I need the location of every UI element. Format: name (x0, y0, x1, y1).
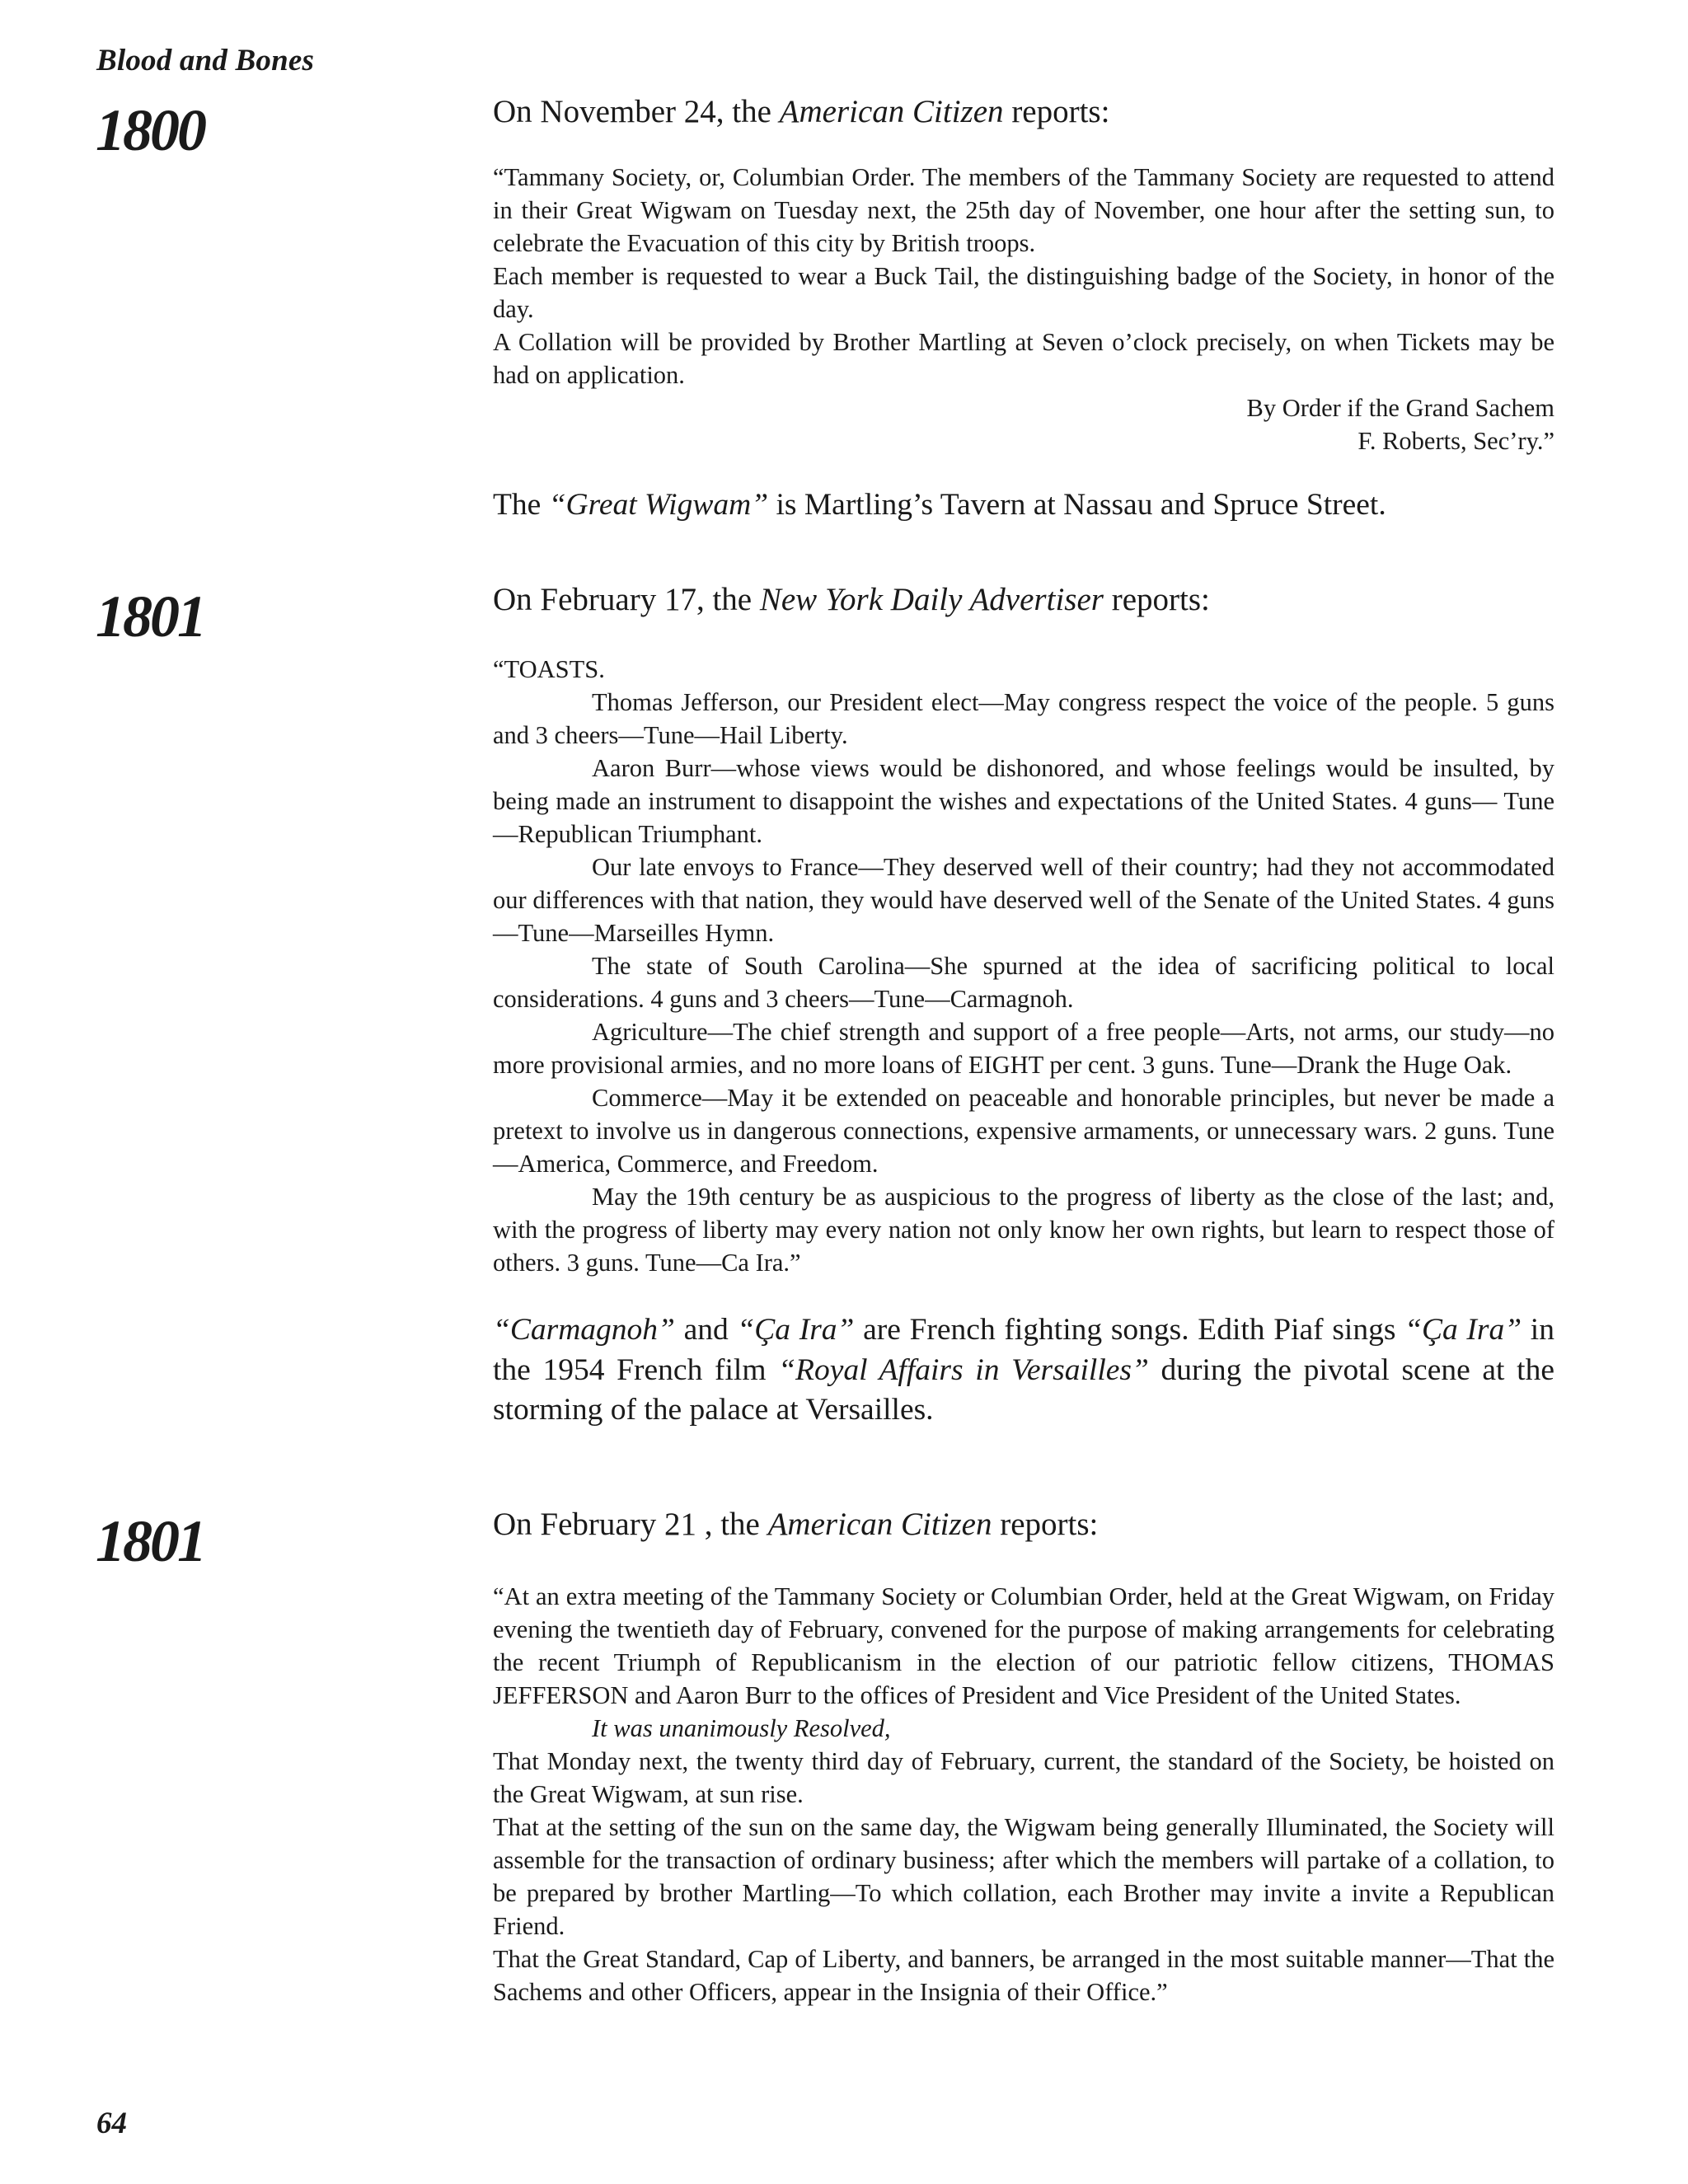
entry-1800 (493, 91, 1554, 526)
entry-intro: On February 17, the New York Daily Advertiser reports: (493, 582, 1210, 617)
quoted-notice (493, 161, 1554, 457)
year-heading-1801: 1801 (96, 583, 204, 649)
year-heading-1801: 1801 (96, 1508, 204, 1574)
toast-item: Our late envoys to France—They deserved well of their country; had they not accommodated our differences with that nation, they would have deserved well of the Senate of the United States. 4 guns—Tune—Marseilles Hymn. (493, 853, 1554, 947)
resolution-item: That the Great Standard, Cap of Liberty, and banners, be arranged in the most suitable manner—That the Sachems and other Officers, appear in the Insignia of their Office.” (493, 1945, 1554, 2006)
entry-intro: On November 24, the American Citizen reports: (493, 94, 1110, 129)
quote-paragraph: “Tammany Society, or, Columbian Order. The members of the Tammany Society are requested to attend in their Great Wigwam on Tuesday next, the 25th day of November, one hour after the setting sun, to celebrate the Evacuation of this city by British troops. (493, 163, 1554, 257)
resolution-item: That at the setting of the sun on the same day, the Wigwam being generally Illuminated, the Society will assemble for the transaction of ordinary business; after which the members will partake of a collation, to be prepared by brother Martling—To which collation, each Brother may invite a invite a Republican Friend. (493, 1813, 1554, 1940)
quote-paragraph: A Collation will be provided by Brother Martling at Seven o’clock precisely, on when Tickets may be had on application. (493, 328, 1554, 389)
author-comment: “Carmagnoh” and “Ça Ira” are French fighting songs. Edith Piaf sings “Ça Ira” in the 1954 French film “Royal Affairs in Versailles” during the pivotal scene at the storming of the palace at Versailles. (493, 1313, 1554, 1427)
quote-paragraph: Each member is requested to wear a Buck Tail, the distinguishing badge of the Society, in honor of the day. (493, 262, 1554, 323)
toast-item: The state of South Carolina—She spurned at the idea of sacrificing political to local considerations. 4 guns and 3 cheers—Tune—Carmagnoh. (493, 952, 1554, 1013)
toast-item: Agriculture—The chief strength and support of a free people—Arts, not arms, our study—no more provisional armies, and no more loans of EIGHT per cent. 3 guns. Tune—Drank the Huge Oak. (493, 1018, 1554, 1079)
toast-item: Thomas Jefferson, our President elect—May congress respect the voice of the people. 5 guns and 3 cheers—Tune—Hail Liberty. (493, 688, 1554, 749)
entry-1801-feb-17 (493, 579, 1554, 1431)
toast-item: Commerce—May it be extended on peaceable and honorable principles, but never be made a pretext to involve us in dangerous connections, expensive armaments, or unnecessary wars. 2 guns. Tune—America, Commerce, and Freedom. (493, 1084, 1554, 1178)
quote-signature: By Order if the Grand Sachem (1246, 394, 1554, 422)
quote-signature: F. Roberts, Sec’ry.” (1357, 427, 1554, 455)
quote-paragraph: “At an extra meeting of the Tammany Society or Columbian Order, held at the Great Wigwam, on Friday evening the twentieth day of February, convened for the purpose of making arrangements for celebrating the recent Triumph of Republicanism in the election of our patriotic fellow citizens, THOMAS JEFFERSON and Aaron Burr to the offices of President and Vice President of the United States. (493, 1582, 1554, 1709)
quoted-resolution (493, 1580, 1554, 2008)
resolution-item: That Monday next, the twenty third day of February, current, the standard of the Society, be hoisted on the Great Wigwam, at sun rise. (493, 1747, 1554, 1808)
author-comment: The “Great Wigwam” is Martling’s Tavern at Nassau and Spruce Street. (493, 488, 1386, 522)
source-title: American Citizen (767, 1507, 992, 1542)
toast-item: May the 19th century be as auspicious to the progress of liberty as the close of the last; and, with the progress of liberty may every nation not only know her own rights, but learn to respect those of others. 3 guns. Tune—Ca Ira.” (493, 1183, 1554, 1277)
entry-1801-feb-21 (493, 1504, 1554, 2008)
source-title: New York Daily Advertiser (759, 582, 1104, 617)
page-number: 64 (96, 2107, 127, 2140)
entry-intro: On February 21 , the American Citizen reports: (493, 1507, 1099, 1542)
resolved-line: It was unanimously Resolved, (592, 1714, 891, 1742)
toast-item: Aaron Burr—whose views would be dishonored, and whose feelings would be insulted, by being made an instrument to disappoint the wishes and expectations of the United States. 4 guns— Tune—Republican Triumphant. (493, 754, 1554, 848)
year-heading-1800: 1800 (96, 97, 204, 163)
running-title: Blood and Bones (96, 44, 315, 77)
toasts-heading: “TOASTS. (493, 655, 605, 683)
quoted-toasts (493, 653, 1554, 1279)
source-title: American Citizen (779, 94, 1004, 129)
